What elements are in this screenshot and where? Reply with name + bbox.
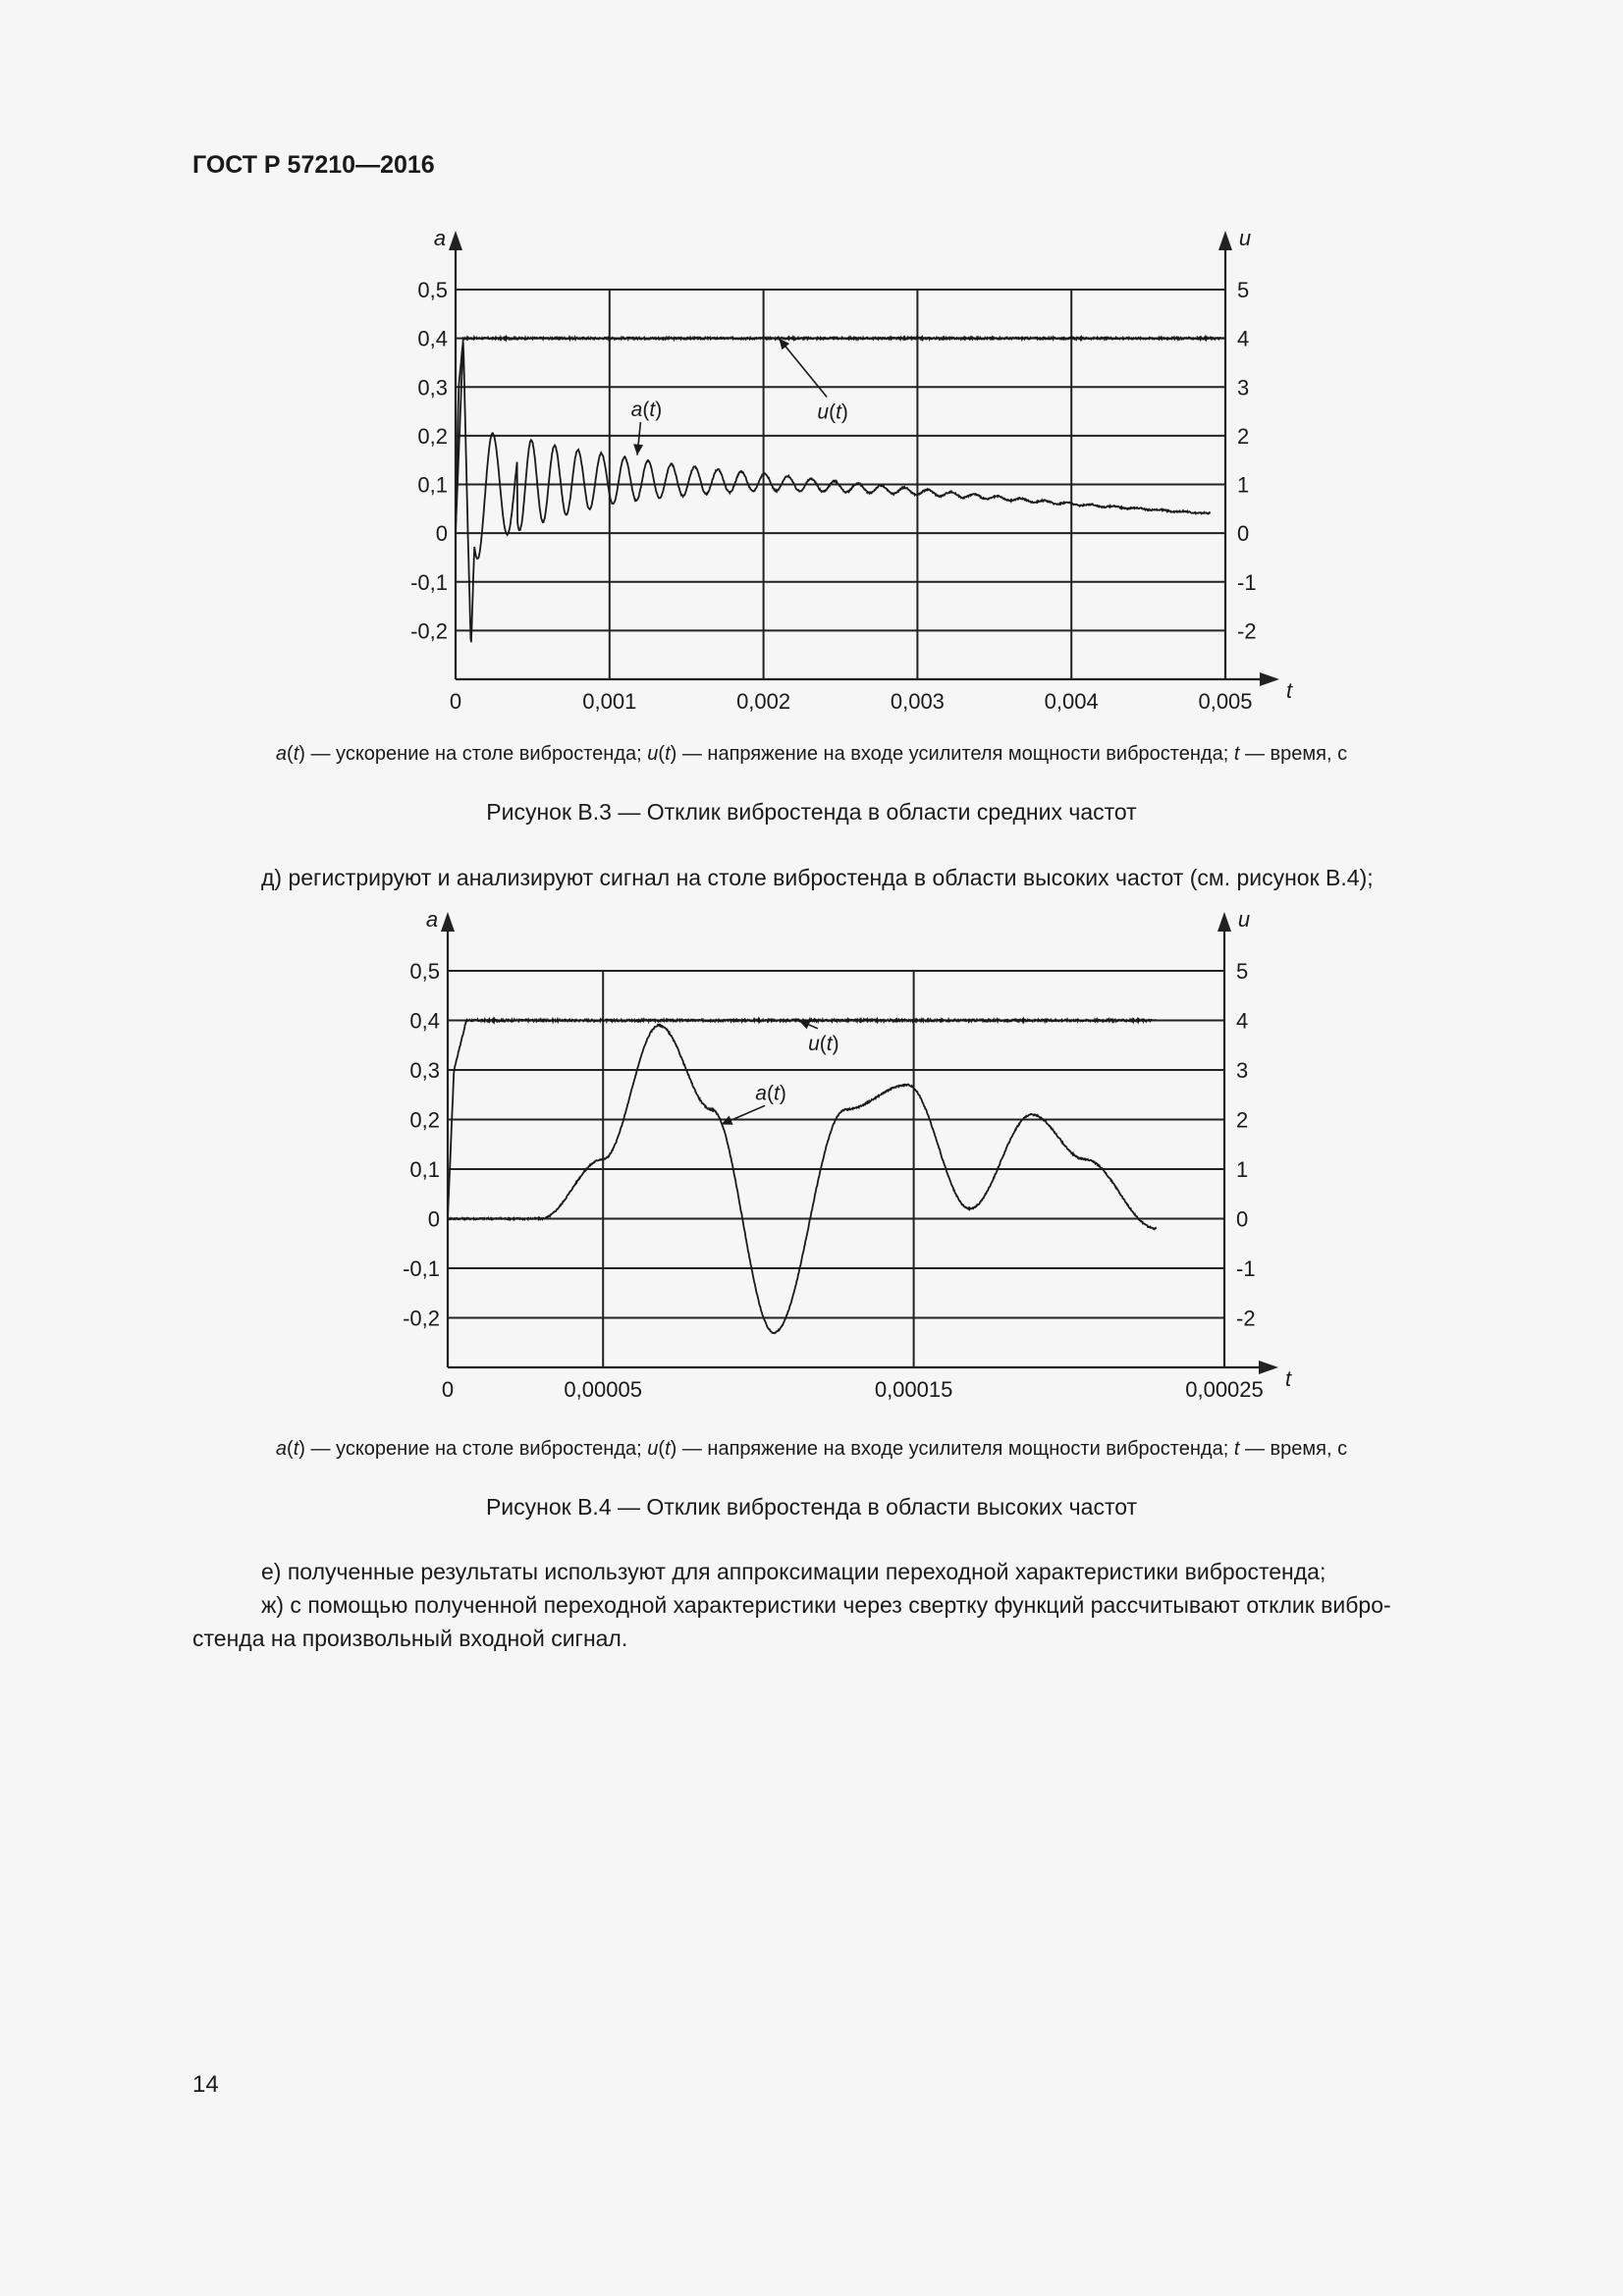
- y-left-tick-label: 0,1: [417, 472, 448, 498]
- y-left-tick-label: -0,1: [410, 569, 448, 595]
- y-right-tick-label: 0: [1236, 1206, 1249, 1232]
- y-left-tick-label: 0,5: [409, 959, 440, 984]
- legend-a-description: ) — ускорение на столе вибростенда;: [298, 743, 648, 765]
- legend-u-description: ) — напряжение на входе усилителя мощности вибростенда;: [670, 743, 1234, 765]
- y-left-tick-label: 0,4: [417, 326, 448, 351]
- legend-paren-open: (: [287, 743, 294, 765]
- y-right-tick-label: -1: [1237, 569, 1257, 595]
- legend-t-symbol: t: [293, 1438, 299, 1460]
- x-tick-label: 0,002: [736, 689, 791, 714]
- x-tick-label: 0,003: [890, 689, 945, 714]
- arrow-icon: [779, 339, 789, 350]
- x-tick-label: 0,005: [1198, 689, 1253, 714]
- arrow-icon: [633, 444, 643, 454]
- y-right-tick-label: 3: [1237, 375, 1250, 400]
- figure-b4-legend: [0, 1438, 1623, 1461]
- y-right-tick-label: 3: [1236, 1058, 1249, 1083]
- legend-u-symbol: u: [647, 743, 659, 765]
- figure-b4: [0, 908, 1623, 1404]
- legend-t-symbol: t: [293, 743, 299, 765]
- paragraph-zh: ж) с помощью полученной переходной характеристики через свертку функций рассчитывают отклик вибро-: [261, 1592, 1391, 1618]
- legend-paren-open: (: [287, 1438, 294, 1460]
- y-left-tick-label: 0: [427, 1206, 440, 1232]
- x-tick-label: 0,00025: [1185, 1377, 1264, 1402]
- arrow-icon: [1259, 1361, 1278, 1374]
- y-left-tick-label: -0,2: [403, 1306, 440, 1331]
- legend-u-symbol: u: [647, 1438, 659, 1460]
- x-tick-label: 0: [449, 689, 462, 714]
- legend-paren-open: (: [658, 1438, 666, 1460]
- legend-a-symbol: a: [275, 1438, 288, 1460]
- legend-t-symbol: t: [1233, 743, 1240, 765]
- legend-t-description: — время, с: [1239, 743, 1348, 765]
- y-left-tick-label: 0,2: [417, 423, 448, 449]
- axis-label-u: u: [1238, 226, 1252, 250]
- legend-t-symbol: t: [665, 1438, 671, 1460]
- y-right-tick-label: 5: [1236, 959, 1249, 984]
- y-right-tick-label: 1: [1236, 1157, 1249, 1182]
- axis-label-t: t: [1284, 1366, 1292, 1391]
- axis-label-t: t: [1285, 678, 1293, 703]
- arrow-icon: [449, 231, 462, 250]
- series-annotation: a(t): [755, 1082, 786, 1105]
- y-right-tick-label: -2: [1236, 1306, 1256, 1331]
- chart-high-frequency: [0, 908, 1623, 1404]
- paragraph-zh-continuation: стенда на произвольный входной сигнал.: [192, 1626, 628, 1651]
- y-right-tick-label: 1: [1237, 472, 1250, 498]
- x-tick-label: 0,00015: [874, 1377, 953, 1402]
- y-left-tick-label: 0,2: [409, 1107, 440, 1133]
- y-left-tick-label: 0: [435, 521, 448, 547]
- y-right-tick-label: 5: [1237, 278, 1250, 302]
- x-tick-label: 0: [441, 1377, 455, 1402]
- legend-t-symbol: t: [665, 743, 671, 765]
- axis-label-a: a: [433, 226, 447, 250]
- legend-a-symbol: a: [275, 743, 288, 765]
- paragraph-e: е) полученные результаты используют для аппроксимации переходной характеристики вибростенда;: [261, 1559, 1326, 1584]
- legend-paren-open: (: [658, 743, 666, 765]
- figure-b3: [0, 226, 1623, 717]
- y-left-tick-label: 0,3: [417, 375, 448, 400]
- series-a-line: [448, 1025, 1156, 1333]
- y-left-tick-label: 0,1: [409, 1157, 440, 1182]
- arrow-icon: [1218, 231, 1232, 250]
- x-tick-label: 0,00005: [564, 1377, 642, 1402]
- arrow-icon: [1217, 912, 1231, 932]
- y-right-tick-label: 4: [1237, 326, 1250, 351]
- paragraph-d: д) регистрируют и анализируют сигнал на столе вибростенда в области высоких частот (см. рисунок В.4);: [261, 865, 1374, 890]
- series-annotation: a(t): [630, 399, 663, 422]
- figure-b4-caption: Рисунок В.4 — Отклик вибростенда в области высоких частот: [485, 1494, 1138, 1520]
- figure-b3-legend: [0, 743, 1623, 766]
- chart-mid-frequency: [0, 226, 1623, 717]
- page-number: 14: [192, 2071, 219, 2098]
- arrow-icon: [441, 912, 455, 932]
- y-right-tick-label: -2: [1237, 618, 1257, 644]
- legend-a-description: ) — ускорение на столе вибростенда;: [298, 1438, 648, 1460]
- y-left-tick-label: -0,2: [410, 618, 448, 644]
- y-left-tick-label: 0,5: [417, 278, 448, 302]
- legend-u-description: ) — напряжение на входе усилителя мощности вибростенда;: [670, 1438, 1234, 1460]
- y-right-tick-label: -1: [1236, 1256, 1256, 1281]
- legend-t-symbol: t: [1233, 1438, 1240, 1460]
- series-annotation: u(t): [817, 400, 848, 424]
- axis-label-u: u: [1237, 908, 1251, 932]
- document-header: ГОСТ Р 57210—2016: [192, 151, 435, 179]
- y-right-tick-label: 4: [1236, 1008, 1249, 1034]
- y-left-tick-label: -0,1: [403, 1256, 440, 1281]
- axis-label-a: a: [425, 908, 439, 932]
- y-right-tick-label: 2: [1236, 1107, 1249, 1133]
- y-left-tick-label: 0,4: [409, 1008, 440, 1034]
- y-right-tick-label: 2: [1237, 423, 1250, 449]
- x-tick-label: 0,001: [582, 689, 637, 714]
- legend-t-description: — время, с: [1239, 1438, 1348, 1460]
- figure-b3-caption: Рисунок В.3 — Отклик вибростенда в области средних частот: [486, 799, 1137, 825]
- series-annotation: u(t): [808, 1032, 839, 1055]
- y-right-tick-label: 0: [1237, 521, 1250, 547]
- annotation-leader: [779, 339, 827, 398]
- y-left-tick-label: 0,3: [409, 1058, 440, 1083]
- x-tick-label: 0,004: [1044, 689, 1099, 714]
- arrow-icon: [1260, 672, 1279, 686]
